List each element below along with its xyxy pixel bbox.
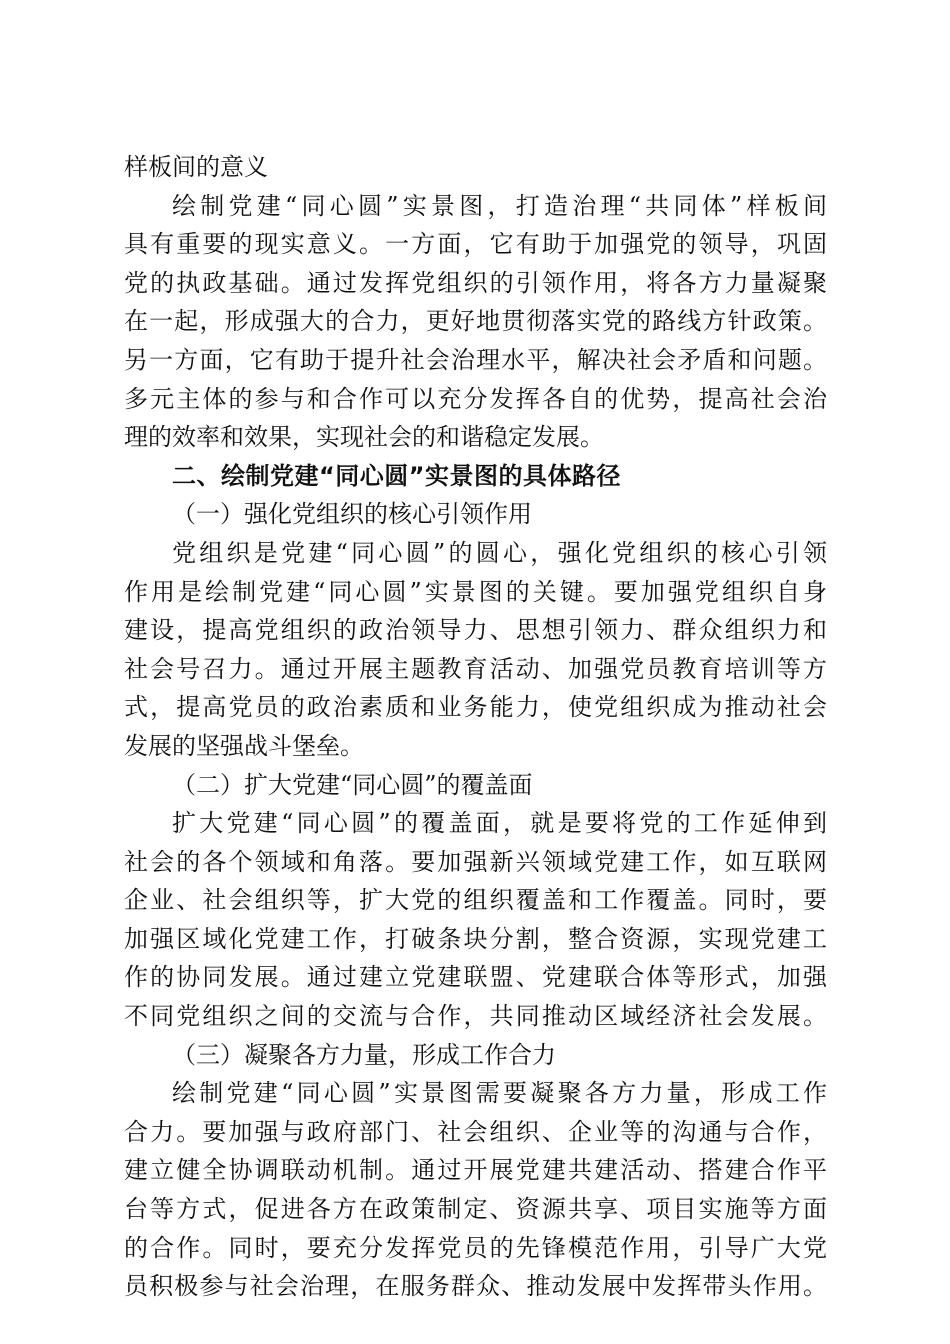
paragraph-line: 台等方式，促进各方在政策制定、资源共享、项目实施等方面 — [124, 1195, 827, 1224]
paragraph-line: 社会的各个领域和角落。要加强新兴领域党建工作，如互联网 — [124, 847, 827, 876]
paragraph-line: 多元主体的参与和合作可以充分发挥各自的优势，提高社会治 — [124, 384, 827, 413]
paragraph-core-leadership — [124, 534, 827, 766]
paragraph-line: 式，提高党员的政治素质和业务能力，使党组织成为推动社会 — [124, 693, 827, 722]
paragraph-line: 作用是绘制党建“同心圆”实景图的关键。要加强党组织自身 — [124, 577, 827, 606]
paragraph-line: 的合作。同时，要充分发挥党员的先锋模范作用，引导广大党 — [124, 1233, 827, 1262]
paragraph-joint-force — [124, 1074, 827, 1306]
paragraph-line: 另一方面，它有助于提升社会治理水平，解决社会矛盾和问题。 — [124, 345, 827, 374]
paragraph-line: 党组织是党建“同心圆”的圆心，强化党组织的核心引领 — [172, 538, 827, 567]
paragraph-significance — [124, 187, 827, 457]
paragraph-line: 建立健全协调联动机制。通过开展党建共建活动、搭建合作平 — [124, 1156, 827, 1185]
paragraph-coverage — [124, 804, 827, 1036]
paragraph-line: 合力。要加强与政府部门、社会组织、企业等的沟通与合作， — [124, 1117, 827, 1146]
paragraph-line: 理的效率和效果，实现社会的和谐稳定发展。 — [124, 423, 604, 452]
paragraph-line: 企业、社会组织等，扩大党的组织覆盖和工作覆盖。同时，要 — [124, 886, 827, 915]
heading-continuation: 样板间的意义 — [124, 153, 268, 181]
paragraph-line: 加强区域化党建工作，打破条块分割，整合资源，实现党建工 — [124, 924, 827, 953]
paragraph-line: 在一起，形成强大的合力，更好地贯彻落实党的路线方针政策。 — [124, 307, 827, 336]
paragraph-line: 扩大党建“同心圆”的覆盖面，就是要将党的工作延伸到 — [172, 809, 827, 838]
subsection-heading-3: （三）凝聚各方力量，形成工作合力 — [172, 1040, 556, 1069]
paragraph-line: 员积极参与社会治理，在服务群众、推动发展中发挥带头作用。 — [124, 1272, 827, 1301]
paragraph-line: 作的协同发展。通过建立党建联盟、党建联合体等形式，加强 — [124, 963, 827, 992]
subsection-heading-1: （一）强化党组织的核心引领作用 — [172, 500, 532, 529]
paragraph-line: 发展的坚强战斗堡垒。 — [124, 731, 364, 760]
paragraph-line: 不同党组织之间的交流与合作，共同推动区域经济社会发展。 — [124, 1002, 827, 1031]
section-heading: 二、绘制党建“同心圆”实景图的具体路径 — [172, 461, 622, 490]
paragraph-line: 党的执政基础。通过发挥党组织的引领作用，将各方力量凝聚 — [124, 268, 827, 297]
paragraph-line: 社会号召力。通过开展主题教育活动、加强党员教育培训等方 — [124, 654, 827, 683]
document-body — [124, 148, 827, 1306]
paragraph-line: 绘制党建“同心圆”实景图需要凝聚各方力量，形成工作 — [172, 1079, 827, 1108]
paragraph-line: 具有重要的现实意义。一方面，它有助于加强党的领导，巩固 — [124, 230, 827, 259]
subsection-heading-2: （二）扩大党建“同心圆”的覆盖面 — [172, 770, 533, 799]
paragraph-line: 建设，提高党组织的政治领导力、思想引领力、群众组织力和 — [124, 616, 827, 645]
paragraph-line: 绘制党建“同心圆”实景图，打造治理“共同体”样板间 — [172, 191, 827, 220]
